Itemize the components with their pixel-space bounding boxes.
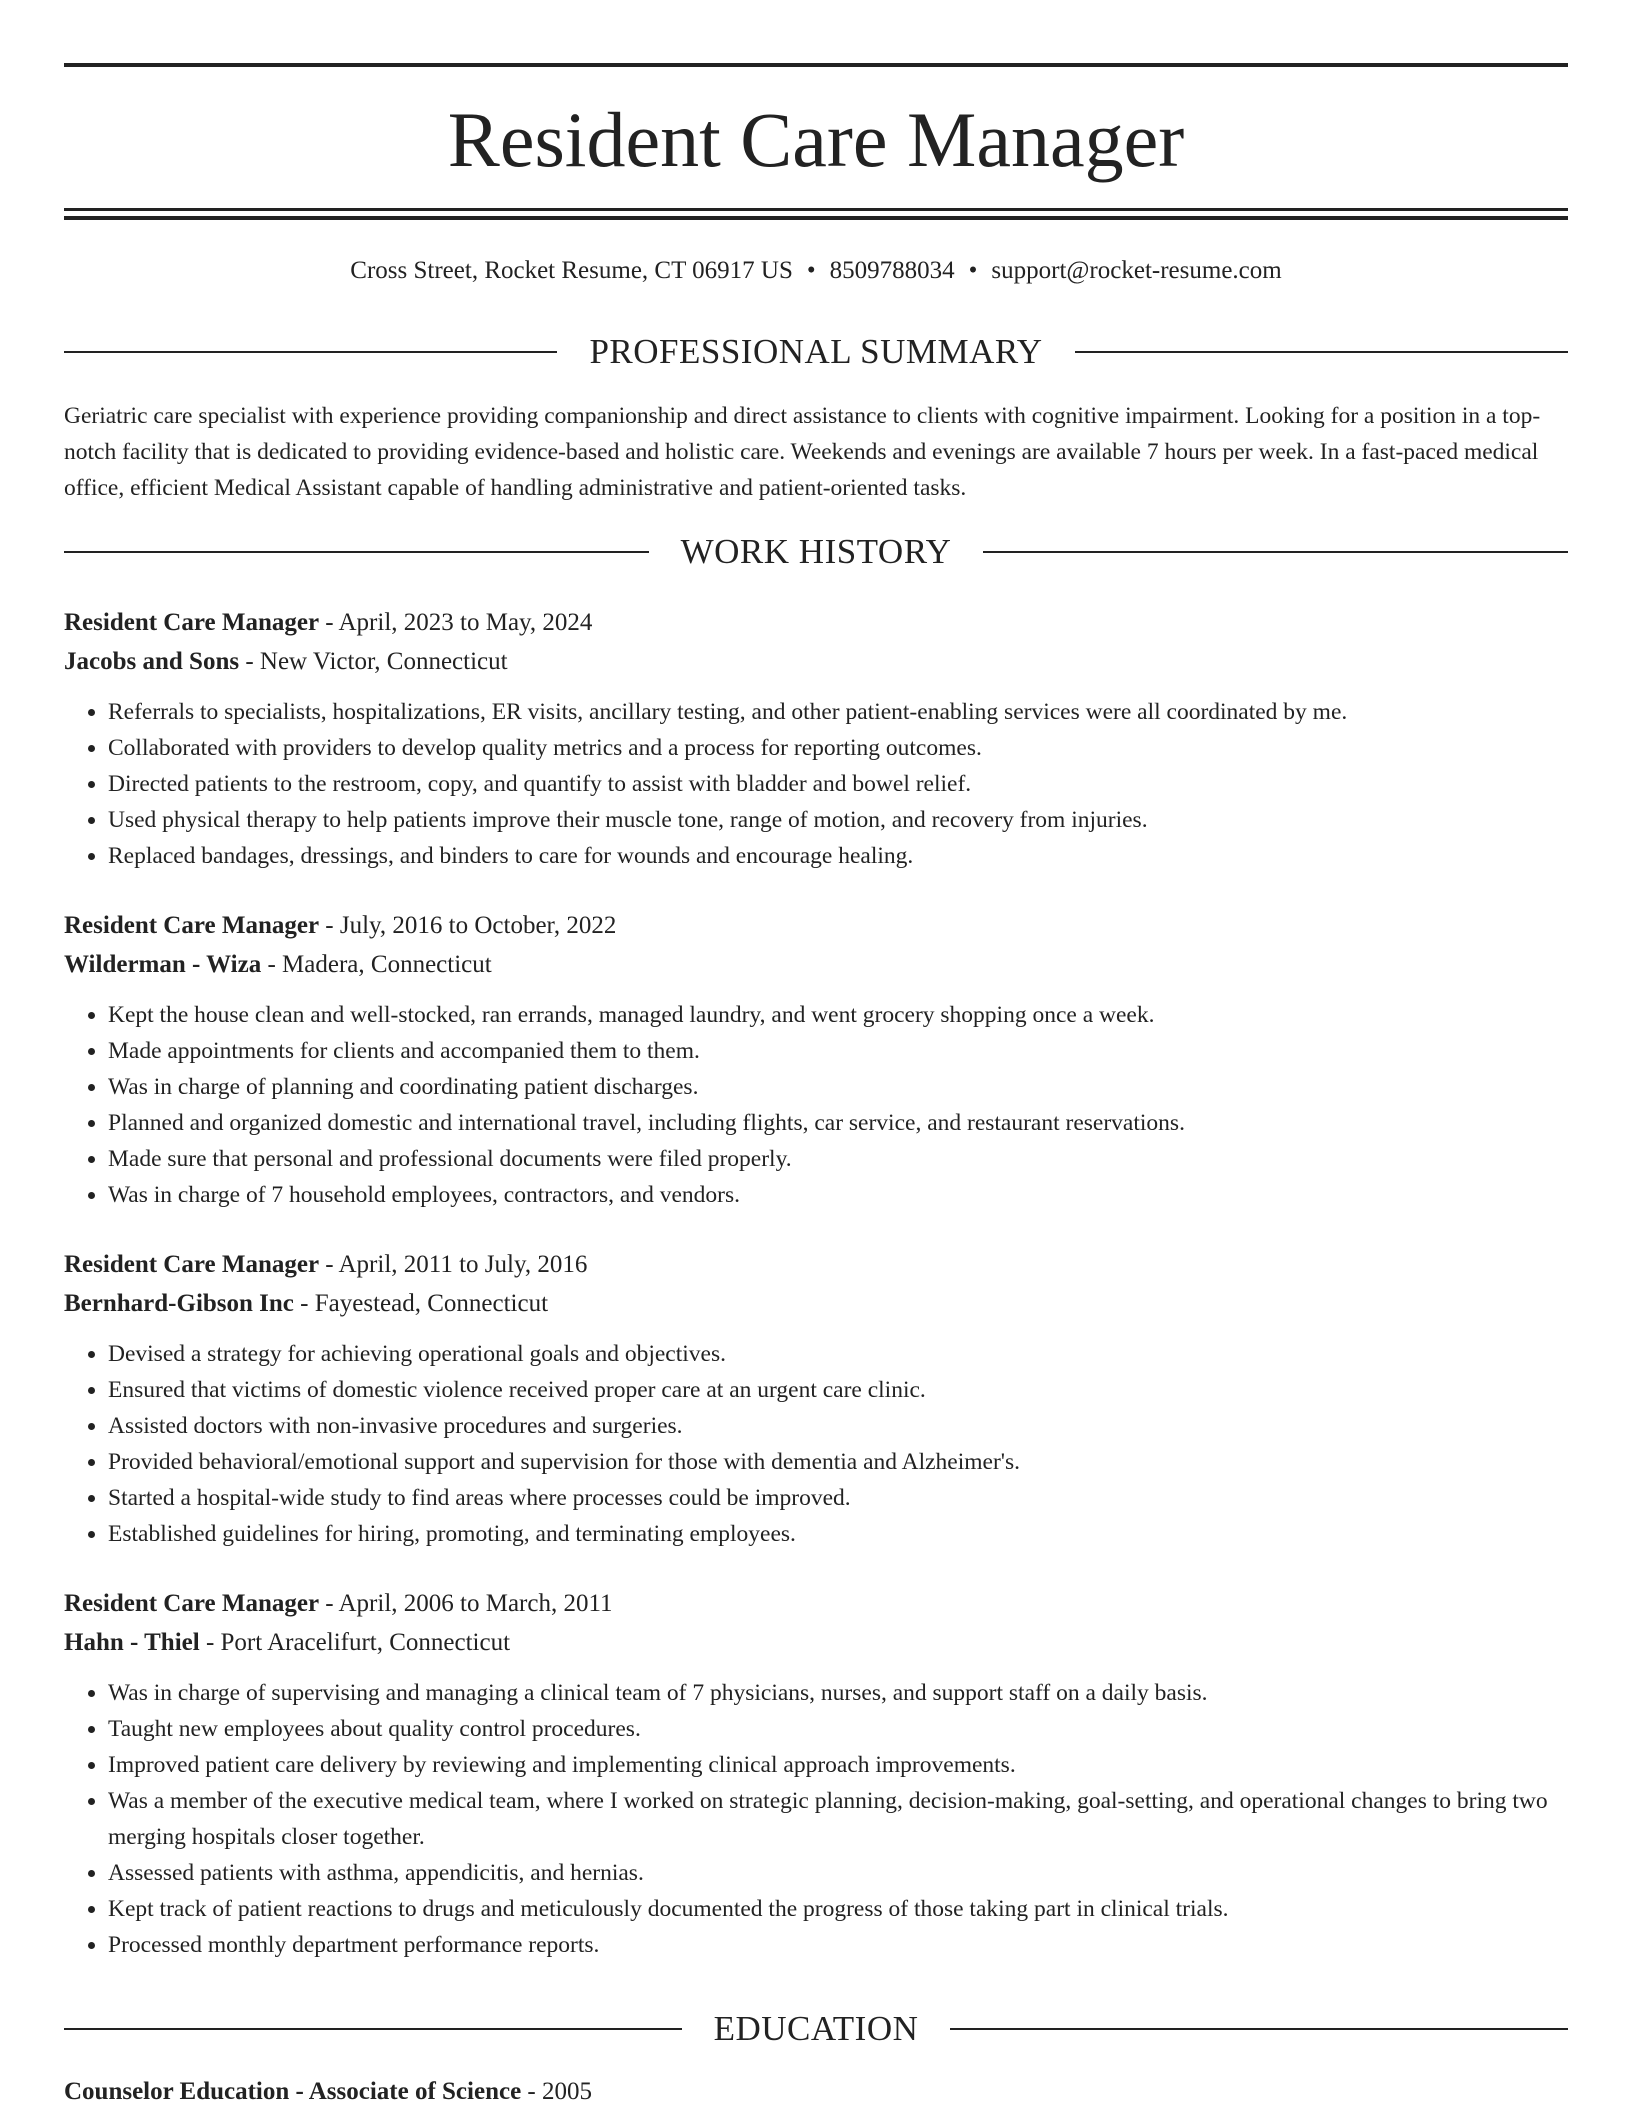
job-location: - Fayestead, Connecticut: [293, 1290, 549, 1317]
education-entry: [64, 2074, 1568, 2110]
job-company: Hahn - Thiel: [64, 1629, 200, 1656]
contact-phone: 8509788034: [829, 257, 955, 284]
job-bullet: • Established guidelines for hiring, promoting, and terminating employees.: [108, 1516, 1568, 1552]
work-history-list: [64, 603, 1568, 1995]
job-title: Resident Care Manager: [64, 1590, 320, 1617]
job-dates: - April, 2006 to March, 2011: [319, 1590, 613, 1617]
job-dates: - April, 2011 to July, 2016: [319, 1251, 588, 1278]
job-bullet: • Improved patient care delivery by reviewing and implementing clinical approach improvements.: [108, 1747, 1568, 1783]
job-company: Bernhard-Gibson Inc: [64, 1290, 294, 1317]
contact-address: Cross Street, Rocket Resume, CT 06917 US: [350, 257, 793, 284]
job-bullet: • Made appointments for clients and accompanied them to them.: [108, 1033, 1568, 1069]
job-bullets: [64, 1675, 1568, 1963]
job-entry: [64, 1584, 1568, 1963]
job-bullet: • Directed patients to the restroom, copy, and quantify to assist with bladder and bowel relief.: [108, 766, 1568, 802]
job-bullet: • Assessed patients with asthma, appendicitis, and hernias.: [108, 1855, 1568, 1891]
job-bullets: [64, 694, 1568, 874]
job-bullet: • Was a member of the executive medical team, where I worked on strategic planning, decision-making, goal-setting, and operational changes to bring two merging hospitals closer together.: [108, 1783, 1568, 1855]
job-entry: [64, 906, 1568, 1213]
top-rule: [64, 63, 1568, 67]
job-title: Resident Care Manager: [64, 1251, 320, 1278]
education-heading: [64, 2007, 1568, 2051]
job-bullets: [64, 997, 1568, 1213]
job-bullet: • Was in charge of 7 household employees, contractors, and vendors.: [108, 1177, 1568, 1213]
job-company: Wilderman - Wiza: [64, 951, 262, 978]
job-company-line: [64, 945, 1568, 984]
job-bullet: • Processed monthly department performance reports.: [108, 1927, 1568, 1963]
job-company: Jacobs and Sons: [64, 648, 240, 675]
job-bullet: • Collaborated with providers to develop quality metrics and a process for reporting outcomes.: [108, 730, 1568, 766]
job-title-line: [64, 1245, 1568, 1284]
job-bullet: • Made sure that personal and professional documents were filed properly.: [108, 1141, 1568, 1177]
heading-rule-left: [64, 551, 649, 553]
job-company-line: [64, 1623, 1568, 1662]
heading-rule-right: [950, 2028, 1568, 2030]
education-heading-label: EDUCATION: [713, 2009, 919, 2048]
summary-heading-label: PROFESSIONAL SUMMARY: [589, 332, 1043, 371]
job-title: Resident Care Manager: [64, 912, 320, 939]
job-bullet: • Kept track of patient reactions to drugs and meticulously documented the progress of those taking part in clinical trials.: [108, 1891, 1568, 1927]
work-history-heading-label: WORK HISTORY: [680, 532, 952, 571]
job-bullet: • Planned and organized domestic and international travel, including flights, car service, and restaurant reservations.: [108, 1105, 1568, 1141]
contact-separator: •: [968, 257, 978, 284]
heading-rule-left: [64, 351, 557, 353]
education-year: - 2005: [521, 2078, 592, 2105]
job-title-line: [64, 906, 1568, 945]
job-title-line: [64, 1584, 1568, 1623]
work-history-heading: [64, 530, 1568, 574]
heading-rule-left: [64, 2028, 682, 2030]
job-entry: [64, 1245, 1568, 1552]
summary-text: Geriatric care specialist with experience providing companionship and direct assistance to clients with cognitive impairment. Looking for a position in a top-notch facility that is dedicated to providing evidence-based and holistic care. Weekends and evenings are available 7 hours per week. In a fast-paced medical office, efficient Medical Assistant capable of handling administrative and patient-oriented tasks.: [64, 403, 1541, 501]
heading-rule-right: [1075, 351, 1568, 353]
job-bullet: • Used physical therapy to help patients improve their muscle tone, range of motion, and recovery from injuries.: [108, 802, 1568, 838]
job-location: - Port Aracelifurt, Connecticut: [199, 1629, 511, 1656]
contact-separator: •: [806, 257, 816, 284]
job-company-line: [64, 1284, 1568, 1323]
job-location: - New Victor, Connecticut: [239, 648, 508, 675]
resume-title: Resident Care Manager: [447, 96, 1185, 183]
job-bullet: • Ensured that victims of domestic violence received proper care at an urgent care clinic.: [108, 1372, 1568, 1408]
job-bullet: • Referrals to specialists, hospitalizations, ER visits, ancillary testing, and other patient-enabling services were all coordinated by me.: [108, 694, 1568, 730]
job-bullet: • Started a hospital-wide study to find areas where processes could be improved.: [108, 1480, 1568, 1516]
job-bullet: • Provided behavioral/emotional support and supervision for those with dementia and Alzheimer's.: [108, 1444, 1568, 1480]
job-bullets: [64, 1336, 1568, 1552]
summary-heading: [64, 330, 1568, 374]
job-bullet: • Was in charge of supervising and managing a clinical team of 7 physicians, nurses, and support staff on a daily basis.: [108, 1675, 1568, 1711]
double-rule: [64, 208, 1568, 220]
heading-rule-right: [983, 551, 1568, 553]
job-dates: - July, 2016 to October, 2022: [319, 912, 617, 939]
job-bullet: • Assisted doctors with non-invasive procedures and surgeries.: [108, 1408, 1568, 1444]
job-dates: - April, 2023 to May, 2024: [319, 609, 593, 636]
job-title: Resident Care Manager: [64, 609, 320, 636]
job-bullet: • Replaced bandages, dressings, and binders to care for wounds and encourage healing.: [108, 838, 1568, 874]
job-entry: [64, 603, 1568, 874]
contact-email: support@rocket-resume.com: [991, 257, 1282, 284]
job-location: - Madera, Connecticut: [261, 951, 492, 978]
job-company-line: [64, 642, 1568, 681]
job-bullet: • Taught new employees about quality control procedures.: [108, 1711, 1568, 1747]
job-bullet: • Devised a strategy for achieving operational goals and objectives.: [108, 1336, 1568, 1372]
contact-line: [64, 254, 1568, 288]
job-bullet: • Kept the house clean and well-stocked, ran errands, managed laundry, and went grocery shopping once a week.: [108, 997, 1568, 1033]
job-title-line: [64, 603, 1568, 642]
education-degree: Counselor Education - Associate of Science: [64, 2078, 522, 2105]
job-bullet: • Was in charge of planning and coordinating patient discharges.: [108, 1069, 1568, 1105]
